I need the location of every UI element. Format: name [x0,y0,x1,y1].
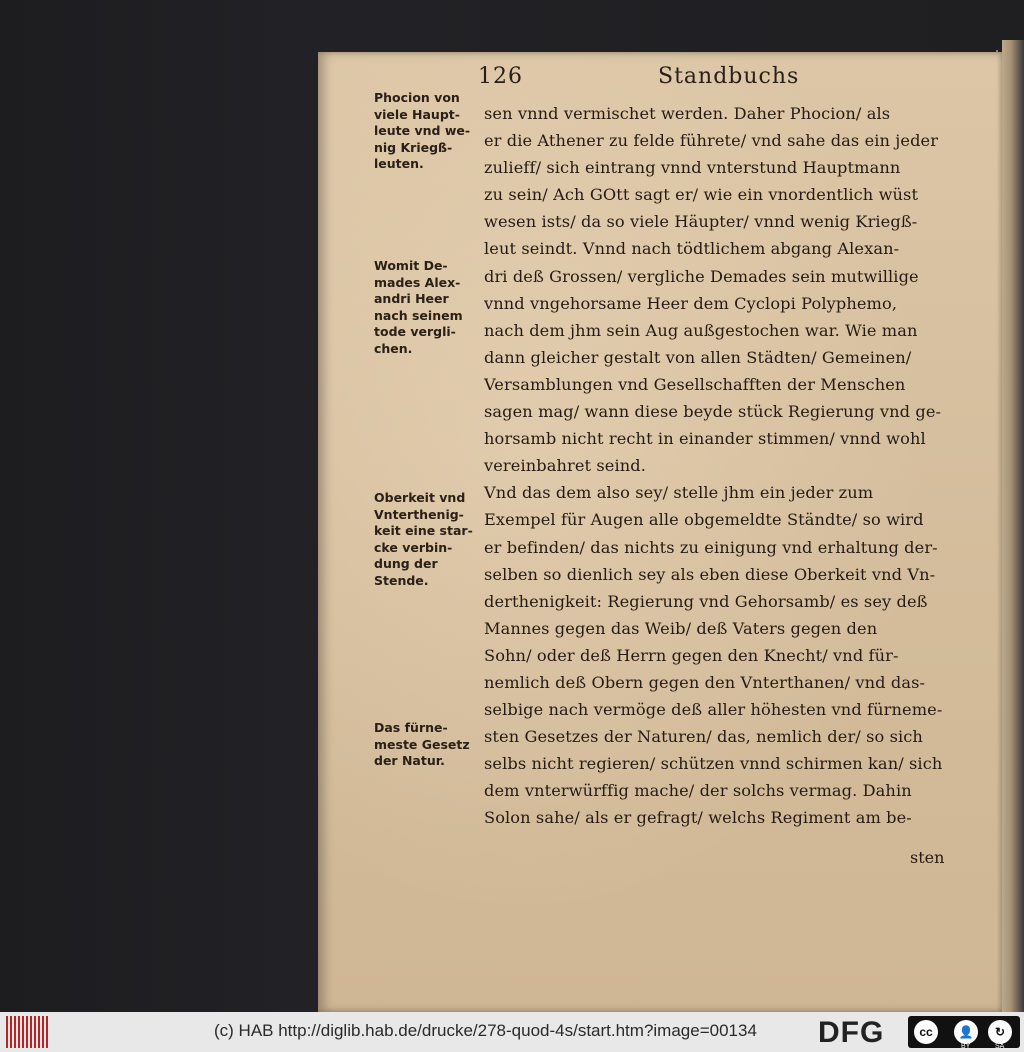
text-line: Exempel für Augen alle obgemeldte Ständte/ so wird [484,510,924,530]
margin-note: Das fürne- meste Gesetz der Natur. [374,720,470,768]
text-line: wesen ists/ da so viele Häupter/ vnnd wenig Kriegß- [484,212,918,232]
running-head: Standbuchs [658,64,800,89]
text-line: sagen mag/ wann diese beyde stück Regierung vnd ge- [484,402,942,422]
text-line: selbs nicht regieren/ schützen vnnd schirmen kan/ sich [484,754,943,774]
sa-label: SA [995,1043,1005,1050]
book-page [318,52,1002,1012]
catchword: sten [910,848,945,867]
margin-note: Oberkeit vnd Vnterthenig- keit eine star- cke verbin- dung der Stende. [374,490,473,588]
text-line: selben so dienlich sey als eben diese Oberkeit vnd Vn- [484,564,936,584]
by-label: BY [961,1043,971,1050]
text-line: dem vnterwürffig mache/ der solchs vermag. Dahin [484,781,912,801]
dfg-logo: DFG [818,1016,885,1049]
margin-note: Womit De- mades Alex- andri Heer nach seinem tode vergli- chen. [374,258,463,356]
credit-link[interactable]: (c) HAB http://diglib.hab.de/drucke/278-quod-4s/start.htm?image=00134 [214,1021,757,1040]
footer-bar [0,1012,1024,1052]
margin-note: Phocion von viele Haupt- leute vnd we- nig Kriegß- leuten. [374,90,471,171]
page-number: 126 [478,64,523,89]
text-line: er die Athener zu felde führete/ vnd sahe das ein jeder [484,131,939,151]
text-line: horsamb nicht recht in einander stimmen/ vnnd wohl [484,429,926,449]
text-line: Solon sahe/ als er gefragt/ welchs Regiment am be- [484,808,912,828]
text-line: vnnd vngehorsame Heer dem Cyclopi Polyphemo, [484,293,898,313]
text-line: derthenigkeit: Regierung vnd Gehorsamb/ es sey deß [484,591,928,611]
barcode-icon [6,1016,50,1048]
text-line: nemlich deß Obern gegen den Vnterthanen/ vnd das- [484,672,926,692]
share-alike-icon: ↻ [988,1020,1012,1044]
text-line: sen vnnd vermischet werden. Daher Phocion/ als [484,104,891,123]
text-line: nach dem jhm sein Aug außgestochen war. Wie man [484,320,918,340]
cc-license-badge[interactable] [908,1016,1020,1048]
text-line: er befinden/ das nichts zu einigung vnd erhaltung der- [484,537,938,557]
text-line: selbige nach vermöge deß aller höhesten vnd fürneme- [484,700,943,720]
text-line: Versamblungen vnd Gesellschafften der Menschen [484,374,906,394]
text-line: Mannes gegen das Weib/ deß Vaters gegen den [484,618,878,638]
text-line: zulieff/ sich eintrang vnnd vnterstund Hauptmann [484,158,901,178]
text-line: dri deß Grossen/ vergliche Demades sein mutwillige [484,266,919,286]
text-line: leut seindt. Vnnd nach tödtlichem abgang Alexan- [484,239,900,259]
page-header [478,64,972,90]
text-line: vereinbahret seind. [484,456,646,476]
text-line: zu sein/ Ach GOtt sagt er/ wie ein vnordentlich wüst [484,185,919,205]
book-edge [1002,40,1024,1012]
text-line: Sohn/ oder deß Herrn gegen den Knecht/ vnd für- [484,645,899,665]
cc-icon: cc [914,1020,938,1044]
text-line: dann gleicher gestalt von allen Städten/ Gemeinen/ [484,347,912,367]
attribution-icon: 👤 [954,1020,978,1044]
body-text [484,100,964,832]
text-line: sten Gesetzes der Naturen/ das, nemlich der/ so sich [484,727,923,747]
text-line: Vnd das dem also sey/ stelle jhm ein jeder zum [484,483,874,503]
